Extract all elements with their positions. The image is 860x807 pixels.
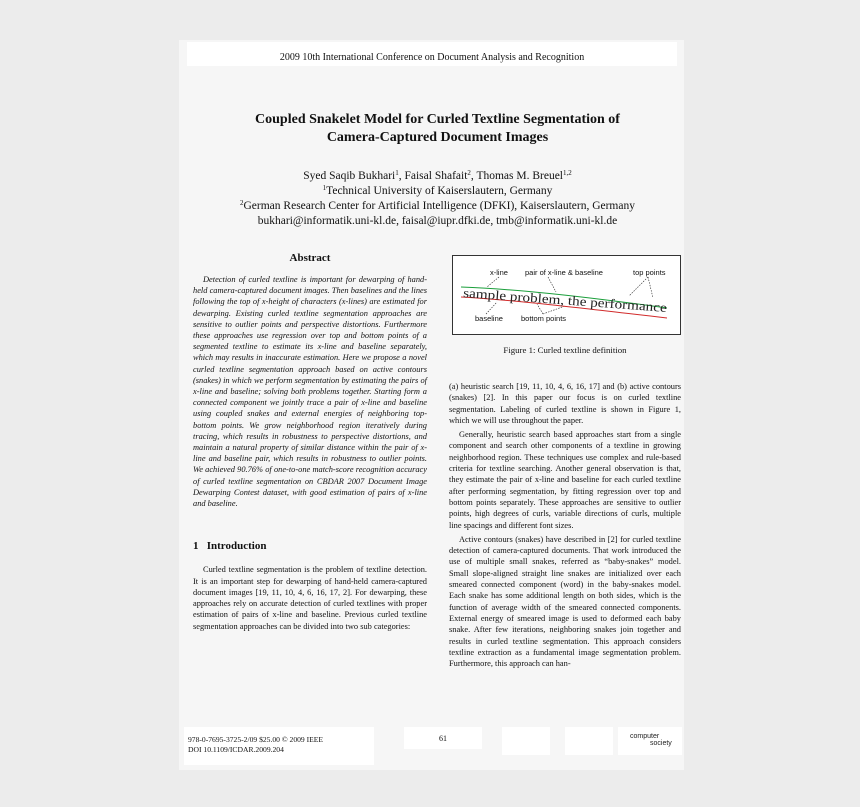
paper-title xyxy=(180,111,695,147)
left-column xyxy=(193,252,427,632)
title-line-2: Camera-Captured Document Images xyxy=(326,130,549,145)
author-block xyxy=(180,169,695,229)
intro-paragraph-1: Curled textline segmentation is the problem of textline detection. It is an important step for dewarping of hand-held camera-captured document images [19, 11, 10, 4, 6, 16, 17, 2]. For dewarping, these approaches rely on accurate detection of curled textlines with proper estimation of pairs of x-line and baseline. Previous curled textline segmentation approaches can be divided into two sub categories: xyxy=(193,565,427,631)
introduction-heading: 1 Introduction xyxy=(193,540,267,553)
figure-1-caption: Figure 1: Curled textline definition xyxy=(503,345,627,355)
author-2: Faisal Shafait xyxy=(404,170,468,182)
conference-header xyxy=(187,42,677,66)
footer-blank-box xyxy=(565,727,613,755)
label-pair: pair of x-line & baseline xyxy=(525,268,603,277)
figure-1 xyxy=(452,255,681,335)
conference-name: 2009 10th International Conference on Document Analysis and Recognition xyxy=(279,52,585,63)
footer-doi: DOI 10.1109/ICDAR.2009.204 xyxy=(188,745,284,754)
right-column xyxy=(449,250,681,669)
footer-copyright xyxy=(184,727,374,765)
author-emails: bukhari@informatik.uni-kl.de, faisal@iupr.dfki.de, tmb@informatik.uni-kl.de xyxy=(257,215,618,227)
label-baseline: baseline xyxy=(475,314,503,323)
label-bottom-points: bottom points xyxy=(521,314,567,323)
right-paragraph-3: Active contours (snakes) have described in [2] for curled textline detection of camera-captured documents. That work introduced the use of multiple small snakes, referred as “baby-snakes” model. Small slope-aligned straight line snakes are initialized over each smeared connected component (word) in the baby-snakes model. Each snake has some additional length on both sides, which is the function of average width of the smeared connected components. External energy of smeared image is used to deformed each baby snake. After few iterations, neighboring snakes join together and results in curled textline segmentation. This approach considers textline extraction as a fundamental image segmentation problem. Furthermore, this approach can han- xyxy=(449,534,681,669)
author-1: Syed Saqib Bukhari xyxy=(303,170,396,182)
label-top-points: top points xyxy=(633,268,666,277)
right-paragraph-1: (a) heuristic search [19, 11, 10, 4, 6, 16, 17] and (b) active contours (snakes) [2]. In this paper our focus is on curled textline segmentation. Labeling of curled textline is shown in Figure 1, which we will use throughout the paper. xyxy=(449,382,681,425)
abstract-heading: Abstract xyxy=(289,252,331,264)
affiliation-1: $^1$Technical University of Kaiserslautern, Germany xyxy=(322,184,553,197)
author-names: Syed Saqib Bukhari$^1$, Faisal Shafait$^2$, Thomas M. Breuel$^{1,2}$ xyxy=(303,169,572,182)
footer-isbn: 978-0-7695-3725-2/09 $25.00 © 2009 IEEE xyxy=(188,735,324,744)
title-line-1: Coupled Snakelet Model for Curled Textline Segmentation of xyxy=(255,112,620,127)
abstract-text: Detection of curled textline is important for dewarping of hand-held camera-captured document images. Then baselines and the lines following the top of x-height of characters (x-lines) are estimated for dewarping. Existing curled textline segmentation approaches are sensitive to outlier points and perspective distortions. Furthermore these approaches use regression over top and bottom points of a segmented textline to estimate its x-line and baseline separately, which may results in inaccurate estimation. Here we propose a novel curled textline segmentation approach based on active contours (snakes) in which we perform segmentation by estimating the pairs of x-line and baseline; solving both problems together. Starting form a connected component we jointly trace a pair of x-line and baseline using coupled snakes and external energies of neighboring top-bottom points. We grow neighborhood region iteratively during tracing, which results in robustness to perspective distortions, and maintain a natural property of similar distance within the pair of x-line and baseline pair, which results in robustness to outlier points. We achieved 90.76% of one-to-one match-score recognition accuracy of curled textline segmentation on CBDAR 2007 Document Image Dewarping Contest dataset, with good estimation of pairs of x-line and baseline. xyxy=(193,275,427,509)
computer-society-logo xyxy=(628,733,672,747)
logo-line-2: society xyxy=(650,740,672,747)
sample-text: sample problem, the performance xyxy=(462,285,639,313)
footer-blank-box xyxy=(502,727,550,755)
right-paragraph-2: Generally, heuristic search based approaches start from a single component and search other components of a textline in growing neighborhood region. These techniques use complex and rule-based criteria for textline searching. Another general observation is that, they estimate the pair of x-line and baseline for each curled textline after performing segmentation, by fitting regression over top and bottom points separately. These approaches are sensitive to outlier points, high degrees of curls, variable directions of curls, multiple line spacings and different font sizes. xyxy=(449,430,681,530)
author-3: Thomas M. Breuel xyxy=(476,170,564,182)
logo-line-1: computer xyxy=(630,733,660,740)
affiliation-2: $^2$German Research Center for Artificial Intelligence (DFKI), Kaiserslautern, Germany xyxy=(240,199,635,212)
label-x-line: x-line xyxy=(490,268,508,277)
footer-page-number: 61 xyxy=(404,727,482,749)
figure-1-illustration xyxy=(453,256,680,334)
